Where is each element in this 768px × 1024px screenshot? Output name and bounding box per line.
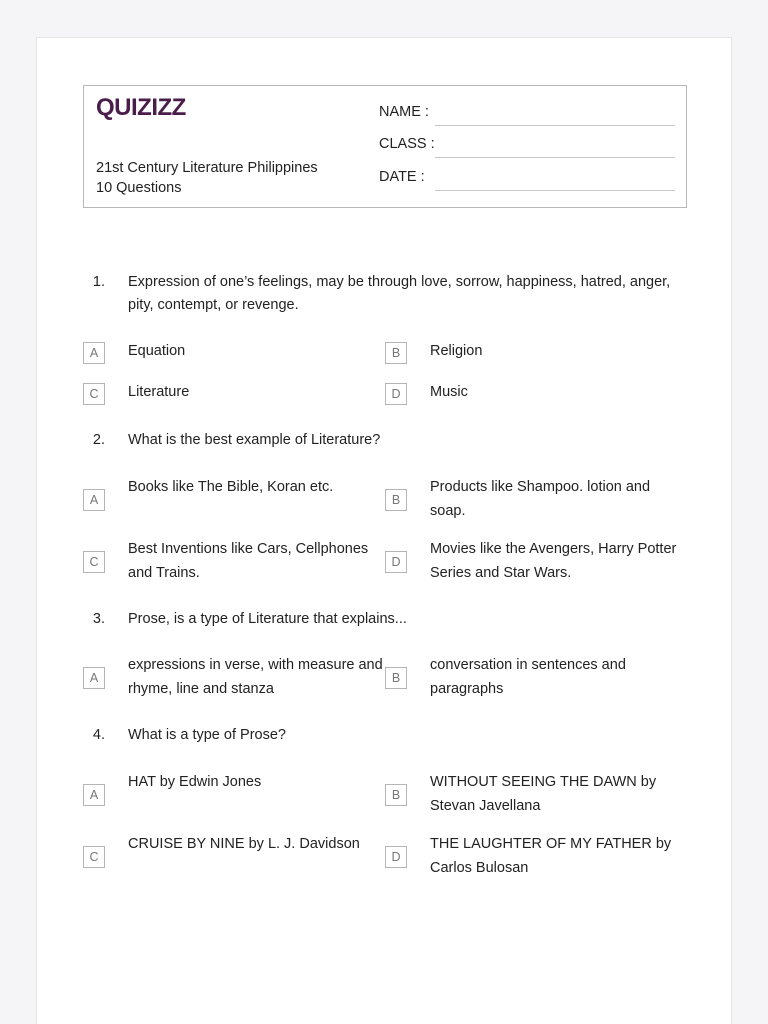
option-box-a[interactable]: A bbox=[83, 342, 105, 364]
worksheet-page bbox=[36, 37, 732, 1024]
date-field bbox=[379, 169, 679, 191]
question-number: 2. bbox=[92, 432, 105, 448]
option-text: conversation in sentences and paragraphs bbox=[430, 657, 626, 697]
option-text: WITHOUT SEEING THE DAWN by Stevan Javellana bbox=[430, 774, 657, 814]
name-field bbox=[379, 104, 679, 126]
class-field bbox=[379, 136, 679, 158]
question-number: 3. bbox=[92, 611, 105, 627]
option-text: Products like Shampoo. lotion and soap. bbox=[430, 479, 651, 519]
class-line bbox=[435, 157, 675, 158]
question-count: 10 Questions bbox=[96, 180, 182, 196]
option-box-d[interactable]: D bbox=[385, 383, 407, 405]
option-box-b[interactable]: B bbox=[385, 342, 407, 364]
name-line bbox=[435, 125, 675, 126]
option-box-d[interactable]: D bbox=[385, 846, 407, 868]
option-text: Movies like the Avengers, Harry Potter Series and Star Wars. bbox=[430, 541, 677, 581]
class-label: CLASS : bbox=[379, 136, 435, 152]
question-number: 1. bbox=[92, 274, 105, 290]
question-text: Expression of one’s feelings, may be through love, sorrow, happiness, hatred, anger, pity, contempt, or revenge. bbox=[128, 274, 671, 313]
option-box-a[interactable]: A bbox=[83, 667, 105, 689]
option-text: Music bbox=[430, 384, 468, 400]
date-label: DATE : bbox=[379, 169, 425, 185]
option-text: Books like The Bible, Koran etc. bbox=[128, 479, 334, 495]
option-text: THE LAUGHTER OF MY FATHER by Carlos Bulosan bbox=[430, 836, 672, 876]
worksheet-header bbox=[83, 85, 687, 208]
option-box-d[interactable]: D bbox=[385, 551, 407, 573]
quizizz-logo: QUIZIZZ bbox=[96, 94, 186, 121]
quiz-title: 21st Century Literature Philippines bbox=[96, 160, 318, 176]
option-box-a[interactable]: A bbox=[83, 489, 105, 511]
option-box-b[interactable]: B bbox=[385, 784, 407, 806]
option-box-a[interactable]: A bbox=[83, 784, 105, 806]
option-text: Best Inventions like Cars, Cellphones and Trains. bbox=[128, 541, 369, 581]
name-label: NAME : bbox=[379, 104, 429, 120]
option-text: HAT by Edwin Jones bbox=[128, 774, 262, 790]
option-text: Literature bbox=[128, 384, 190, 400]
question-number: 4. bbox=[92, 727, 105, 743]
question-text: Prose, is a type of Literature that explains... bbox=[128, 611, 407, 627]
option-box-b[interactable]: B bbox=[385, 667, 407, 689]
option-text: Equation bbox=[128, 343, 186, 359]
option-text: expressions in verse, with measure and rhyme, line and stanza bbox=[128, 657, 383, 697]
question-text: What is a type of Prose? bbox=[128, 727, 286, 743]
option-text: CRUISE BY NINE by L. J. Davidson bbox=[128, 836, 360, 852]
date-line bbox=[435, 190, 675, 191]
option-box-c[interactable]: C bbox=[83, 383, 105, 405]
option-box-c[interactable]: C bbox=[83, 846, 105, 868]
option-box-b[interactable]: B bbox=[385, 489, 407, 511]
question-text: What is the best example of Literature? bbox=[128, 432, 381, 448]
option-box-c[interactable]: C bbox=[83, 551, 105, 573]
option-text: Religion bbox=[430, 343, 483, 359]
